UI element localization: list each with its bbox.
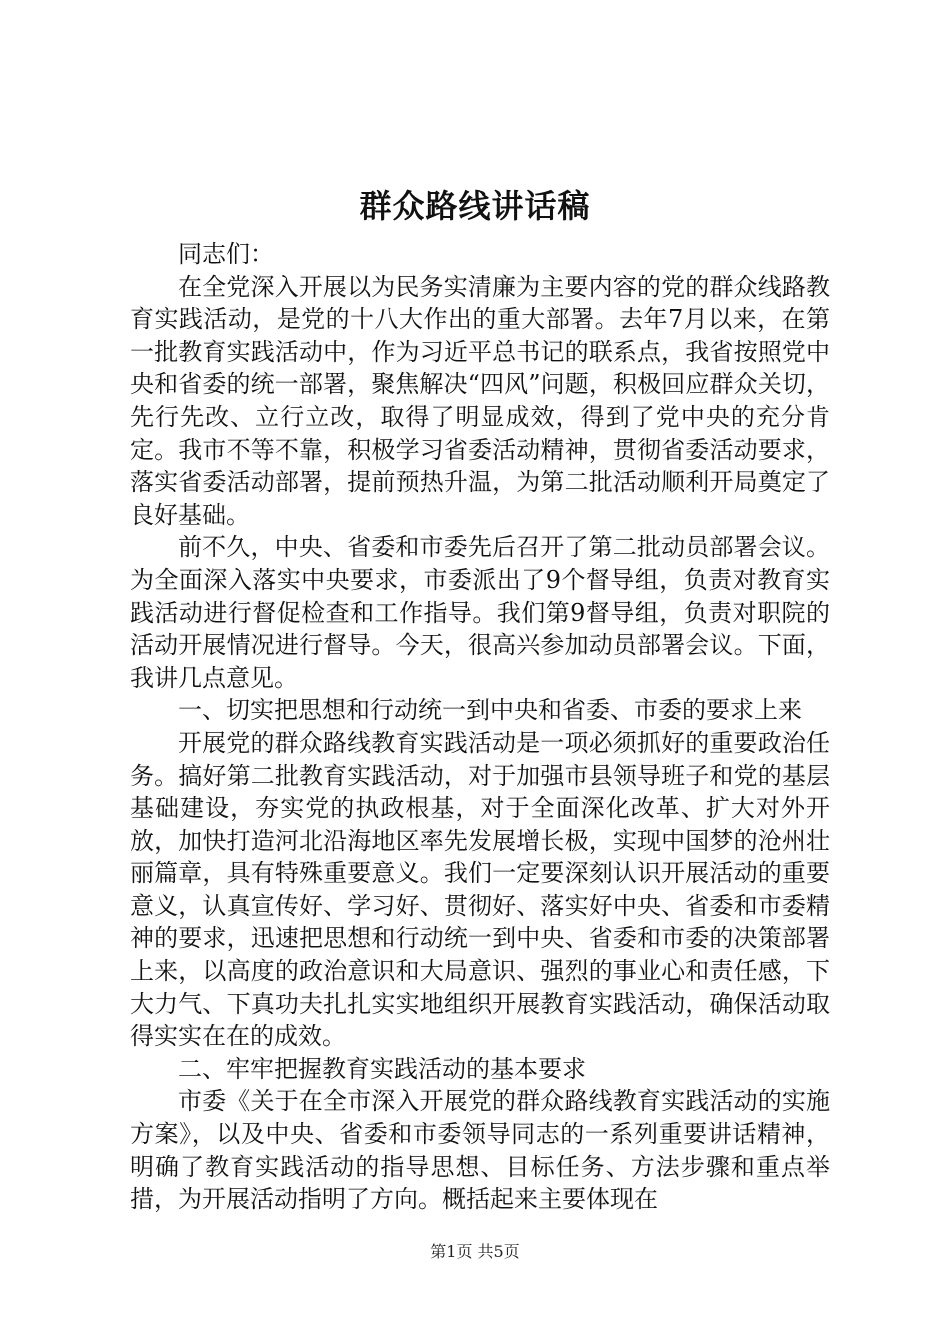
- greeting: 同志们：: [178, 240, 274, 268]
- paragraph-4: 市委《关于在全市深入开展党的群众路线教育实践活动的实施方案》，以及中央、省委和市委领导同志的一系列重要讲话精神，明确了教育实践活动的指导思想、目标任务、方法步骤和重点举措，为开展活动指明了方向。概括起来主要体现在: [130, 1087, 830, 1214]
- section-heading-1: 一、切实把思想和行动统一到中央和省委、市委的要求上来: [178, 696, 802, 725]
- page-number-footer: 第1页 共5页: [430, 1242, 520, 1261]
- paragraph-1: 在全党深入开展以为民务实清廉为主要内容的党的群众线路教育实践活动，是党的十八大作出的重大部署。去年7月以来，在第一批教育实践活动中，作为习近平总书记的联系点，我省按照党中央和省委的统一部署，聚焦解决“四风”问题，积极回应群众关切，先行先改、立行立改，取得了明显成效，得到了党中央的充分肯定。我市不等不靠，积极学习省委活动精神，贯彻省委活动要求，落实省委活动部署，提前预热升温，为第二批活动顺利开局奠定了良好基础。: [130, 272, 830, 529]
- paragraph-3: 开展党的群众路线教育实践活动是一项必须抓好的重要政治任务。搞好第二批教育实践活动，对于加强市县领导班子和党的基层基础建设，夯实党的执政根基，对于全面深化改革、扩大对外开放，加快打造河北沿海地区率先发展增长极，实现中国梦的沧州壮丽篇章，具有特殊重要意义。我们一定要深刻认识开展活动的重要意义，认真宣传好、学习好、贯彻好、落实好中央、省委和市委精神的要求，迅速把思想和行动统一到中央、省委和市委的决策部署上来，以高度的政治意识和大局意识、强烈的事业心和责任感，下大力气、下真功夫扎扎实实地组织开展教育实践活动，确保活动取得实实在在的成效。: [130, 728, 830, 1051]
- document-body: [130, 238, 830, 1216]
- document-title: 群众路线讲话稿: [359, 187, 591, 225]
- section-heading-2: 二、牢牢把握教育实践活动的基本要求: [178, 1054, 586, 1083]
- paragraph-2: 前不久，中央、省委和市委先后召开了第二批动员部署会议。为全面深入落实中央要求，市委派出了9个督导组，负责对教育实践活动进行督促检查和工作指导。我们第9督导组，负责对职院的活动开展情况进行督导。今天，很高兴参加动员部署会议。下面，我讲几点意见。: [130, 533, 830, 692]
